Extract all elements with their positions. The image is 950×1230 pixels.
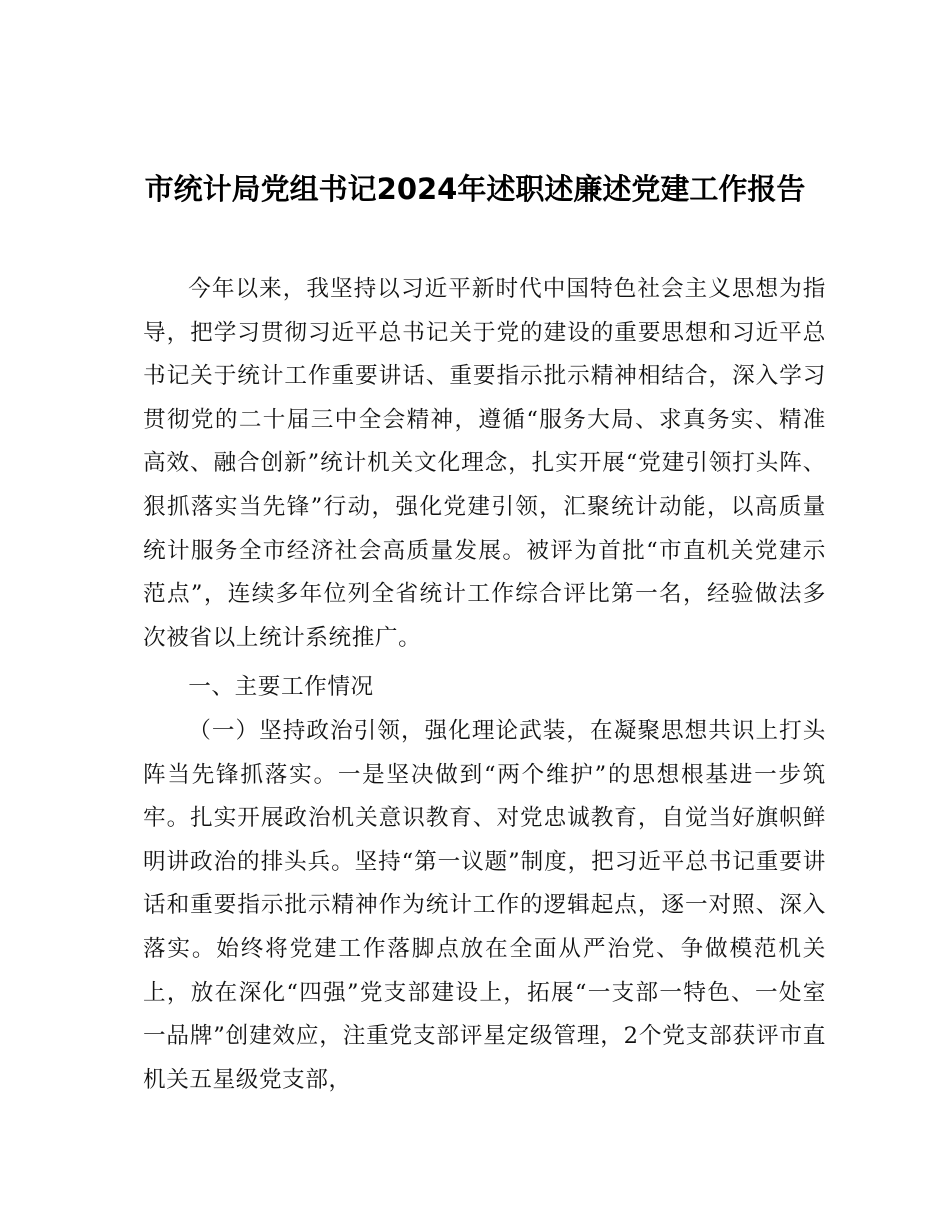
section-heading: 一、主要工作情况: [188, 674, 374, 700]
section-paragraph: （一）坚持政治引领，强化理论武装，在凝聚思想共识上打头阵当先锋抓落实。一是坚决做到“两个维护”的思想根基进一步筑牢。扎实开展政治机关意识教育、对党忠诚教育，自觉当好旗帜鲜明讲政治的排头兵。坚持“第一议题”制度，把习近平总书记重要讲话和重要指示批示精神作为统计工作的逻辑起点，逐一对照、深入落实。始终将党建工作落脚点放在全面从严治党、争做模范机关上，放在深化“四强”党支部建设上，拓展“一支部一特色、一处室一品牌”创建效应，注重党支部评星定级管理，2个党支部获评市直机关五星级党支部，: [143, 718, 826, 1093]
document-title: 市统计局党组书记2024年述职述廉述党建工作报告: [144, 172, 806, 206]
intro-paragraph: 今年以来，我坚持以习近平新时代中国特色社会主义思想为指导，把学习贯彻习近平总书记关于党的建设的重要思想和习近平总书记关于统计工作重要讲话、重要指示批示精神相结合，深入学习贯彻党的二十届三中全会精神，遵循“服务大局、求真务实、精准高效、融合创新”统计机关文化理念，扎实开展“党建引领打头阵、狠抓落实当先锋”行动，强化党建引领，汇聚统计动能，以高质量统计服务全市经济社会高质量发展。被评为首批“市直机关党建示范点”，连续多年位列全省统计工作综合评比第一名，经验做法多次被省以上统计系统推广。: [143, 276, 826, 651]
